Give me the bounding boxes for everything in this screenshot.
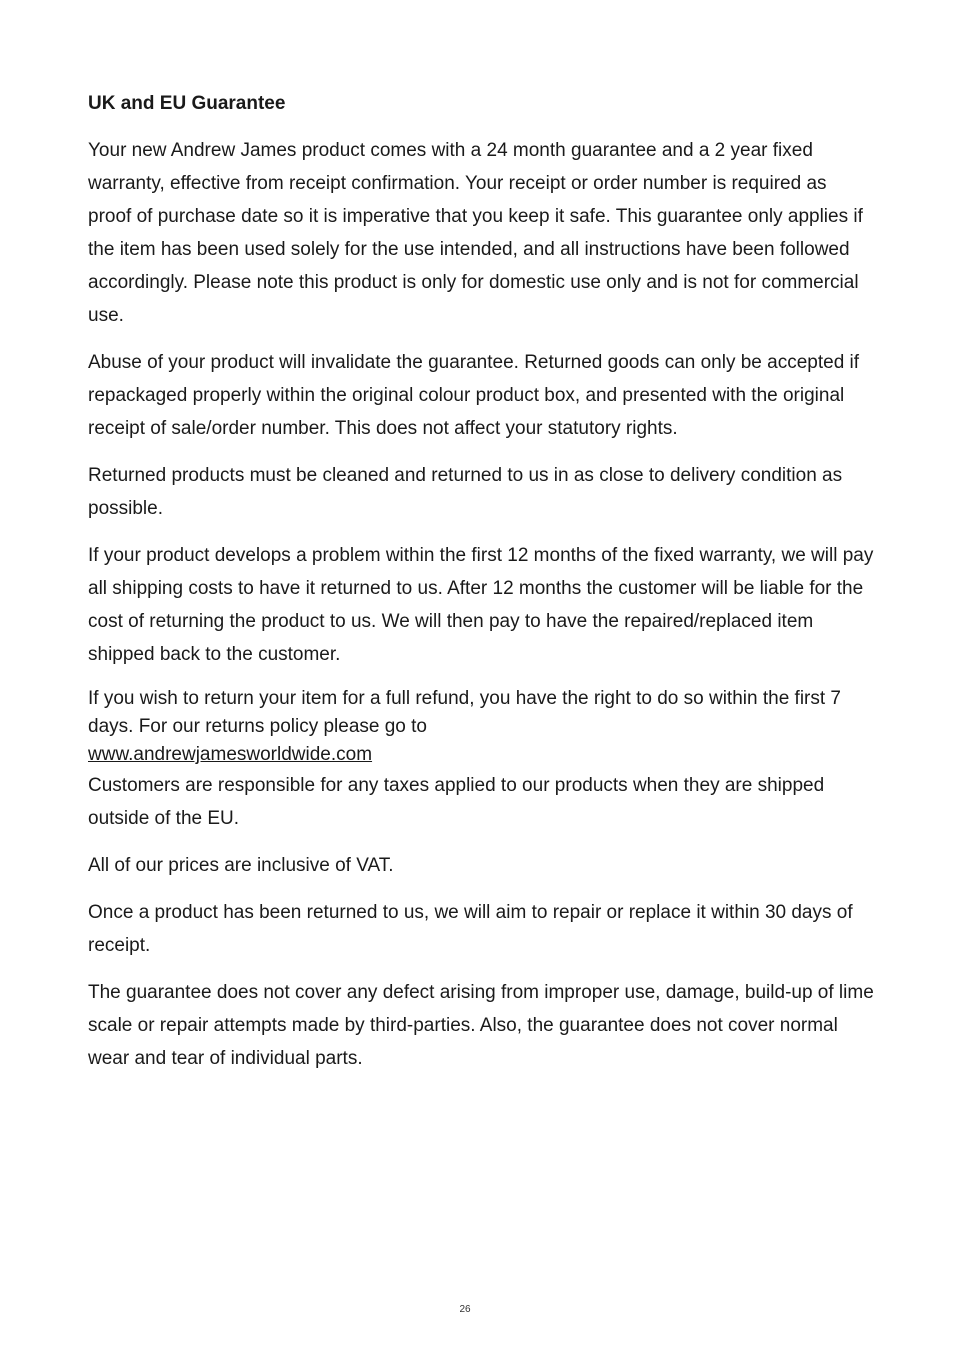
shipping-costs-paragraph: If your product develops a problem within the first 12 months of the fixed warranty, we will pay all shipping costs to have it returned to us. After 12 months the customer will be liable for the cost of returning the product to us. We will then pay to have the repaired/replaced item shipped back to the customer. — [88, 545, 874, 665]
returned-products-paragraph: Returned products must be cleaned and returned to us in as close to delivery condition as possible. — [88, 465, 843, 519]
section-heading: UK and EU Guarantee — [88, 93, 286, 114]
exclusions-paragraph: The guarantee does not cover any defect arising from improper use, damage, build-up of lime scale or repair attempts made by third-parties. Also, the guarantee does not cover normal wear and tear of individual parts. — [88, 982, 874, 1069]
guarantee-paragraph: Your new Andrew James product comes with a 24 month guarantee and a 2 year fixed warranty, effective from receipt confirmation. Your receipt or order number is required as proof of purchase date so it is imperative that you keep it safe. This guarantee only applies if the item has been used solely for the use intended, and all instructions have been followed accordingly. Please note this product is only for domestic use only and is not for commercial use. — [88, 140, 863, 326]
document-page — [88, 88, 874, 1089]
refund-paragraph — [88, 685, 874, 835]
vat-paragraph: All of our prices are inclusive of VAT. — [88, 855, 394, 876]
page-number: 26 — [459, 1304, 471, 1315]
abuse-paragraph: Abuse of your product will invalidate the guarantee. Returned goods can only be accepted if repackaged properly within the original colour product box, and presented with the original receipt of sale/order number. This does not affect your statutory rights. — [88, 352, 860, 439]
taxes-text: Customers are responsible for any taxes applied to our products when they are shipped outside of the EU. — [88, 775, 825, 829]
repair-paragraph: Once a product has been returned to us, we will aim to repair or replace it within 30 days of receipt. — [88, 902, 853, 956]
website-link[interactable]: www.andrewjamesworldwide.com — [88, 744, 373, 765]
refund-text: If you wish to return your item for a full refund, you have the right to do so within the first 7 days. For our returns policy please go to — [88, 688, 841, 737]
